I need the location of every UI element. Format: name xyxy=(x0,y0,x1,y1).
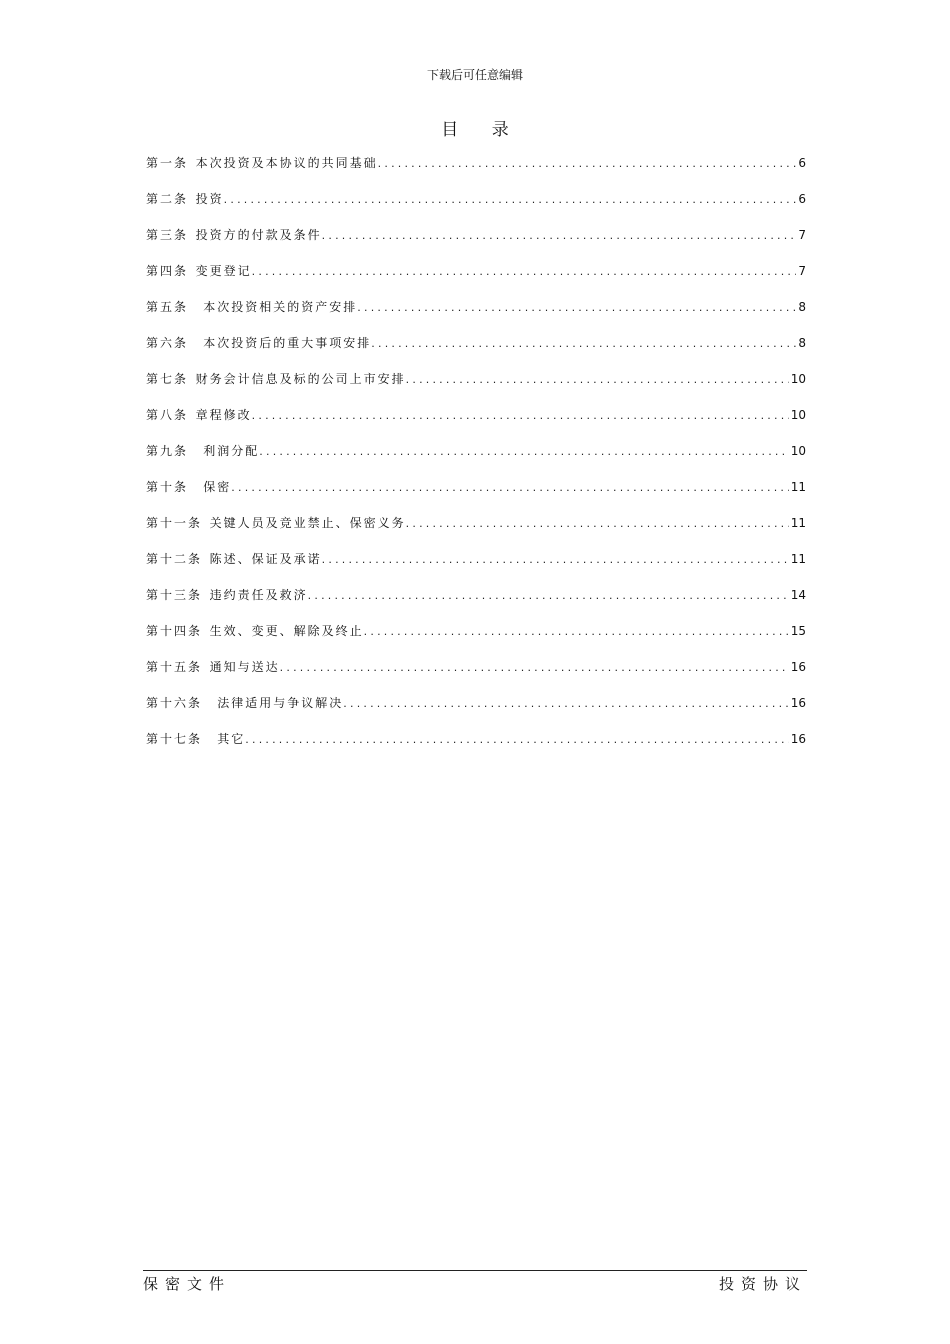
toc-page-number: 6 xyxy=(798,156,806,170)
toc-dot-leader xyxy=(259,440,788,464)
toc-entry[interactable] xyxy=(146,511,806,547)
toc-spacer xyxy=(202,619,210,643)
toc-page-number: 11 xyxy=(790,552,806,566)
header-note: 下载后可任意编辑 xyxy=(426,68,523,82)
toc-page-number: 8 xyxy=(798,336,806,350)
toc-spacer xyxy=(188,187,196,211)
toc-article-number: 第一条 xyxy=(146,156,189,170)
table-of-contents xyxy=(146,151,806,763)
toc-entry-title: 生效、变更、解除及终止 xyxy=(209,624,364,638)
toc-page-number: 11 xyxy=(790,480,806,494)
toc-article-number: 第三条 xyxy=(146,228,189,242)
toc-entry-title: 利润分配 xyxy=(203,444,260,458)
toc-entry[interactable] xyxy=(146,403,806,439)
toc-dot-leader xyxy=(378,152,797,176)
toc-spacer xyxy=(188,295,203,319)
toc-entry[interactable] xyxy=(146,475,806,511)
toc-spacer xyxy=(188,151,196,175)
toc-entry-title: 投资 xyxy=(195,192,224,206)
toc-entry-title: 违约责任及救济 xyxy=(209,588,308,602)
toc-entry[interactable] xyxy=(146,331,806,367)
toc-entry-title: 变更登记 xyxy=(195,264,252,278)
toc-article-number: 第十七条 xyxy=(146,732,203,746)
toc-page-number: 6 xyxy=(798,192,806,206)
toc-page-number: 8 xyxy=(798,300,806,314)
toc-entry[interactable] xyxy=(146,727,806,763)
toc-dot-leader xyxy=(252,260,797,284)
toc-dot-leader xyxy=(252,404,789,428)
toc-entry-title: 本次投资后的重大事项安排 xyxy=(203,336,372,350)
toc-spacer xyxy=(202,547,210,571)
toc-dot-leader xyxy=(231,476,788,500)
toc-entry-title: 本次投资相关的资产安排 xyxy=(203,300,358,314)
toc-spacer xyxy=(202,511,210,535)
toc-article-number: 第十条 xyxy=(146,480,189,494)
toc-entry[interactable] xyxy=(146,547,806,583)
toc-dot-leader xyxy=(280,656,789,680)
toc-spacer xyxy=(202,691,217,715)
footer-right-label: 投资协议 xyxy=(718,1275,807,1293)
toc-article-number: 第十四条 xyxy=(146,624,203,638)
toc-page-number: 16 xyxy=(790,696,806,710)
toc-entry[interactable] xyxy=(146,619,806,655)
toc-entry-title: 投资方的付款及条件 xyxy=(195,228,322,242)
toc-page-number: 16 xyxy=(790,732,806,746)
toc-entry[interactable] xyxy=(146,259,806,295)
toc-article-number: 第二条 xyxy=(146,192,189,206)
toc-article-number: 第十五条 xyxy=(146,660,203,674)
toc-dot-leader xyxy=(343,692,788,716)
toc-dot-leader xyxy=(371,332,796,356)
toc-page-number: 14 xyxy=(790,588,806,602)
toc-dot-leader xyxy=(224,188,797,212)
toc-article-number: 第五条 xyxy=(146,300,189,314)
toc-entry[interactable] xyxy=(146,583,806,619)
toc-spacer xyxy=(202,727,217,751)
toc-page-number: 10 xyxy=(790,372,806,386)
toc-entry-title: 通知与送达 xyxy=(209,660,280,674)
toc-page-number: 15 xyxy=(790,624,806,638)
toc-entry-title: 本次投资及本协议的共同基础 xyxy=(195,156,378,170)
toc-article-number: 第九条 xyxy=(146,444,189,458)
toc-article-number: 第十一条 xyxy=(146,516,203,530)
toc-page-number: 10 xyxy=(790,408,806,422)
footer-left-label: 保密文件 xyxy=(143,1275,232,1293)
toc-spacer xyxy=(188,367,196,391)
toc-article-number: 第四条 xyxy=(146,264,189,278)
toc-entry-title: 其它 xyxy=(217,732,246,746)
toc-article-number: 第十六条 xyxy=(146,696,203,710)
toc-entry[interactable] xyxy=(146,187,806,223)
toc-entry[interactable] xyxy=(146,655,806,691)
page-footer xyxy=(143,1270,807,1294)
toc-article-number: 第十二条 xyxy=(146,552,203,566)
toc-article-number: 第七条 xyxy=(146,372,189,386)
toc-entry-title: 财务会计信息及标的公司上市安排 xyxy=(195,372,406,386)
toc-dot-leader xyxy=(364,620,789,644)
toc-spacer xyxy=(188,403,196,427)
toc-entry-title: 陈述、保证及承诺 xyxy=(209,552,322,566)
toc-entry[interactable] xyxy=(146,223,806,259)
toc-entry[interactable] xyxy=(146,439,806,475)
toc-page-number: 7 xyxy=(798,228,806,242)
toc-spacer xyxy=(188,475,203,499)
toc-entry[interactable] xyxy=(146,367,806,403)
toc-entry[interactable] xyxy=(146,691,806,727)
toc-entry-title: 章程修改 xyxy=(195,408,252,422)
toc-article-number: 第八条 xyxy=(146,408,189,422)
toc-spacer xyxy=(188,439,203,463)
toc-title: 目 录 xyxy=(441,120,523,140)
toc-page-number: 7 xyxy=(798,264,806,278)
toc-dot-leader xyxy=(308,584,789,608)
toc-dot-leader xyxy=(322,548,789,572)
toc-dot-leader xyxy=(245,728,788,752)
toc-article-number: 第十三条 xyxy=(146,588,203,602)
toc-entry[interactable] xyxy=(146,151,806,187)
toc-spacer xyxy=(188,223,196,247)
toc-entry[interactable] xyxy=(146,295,806,331)
toc-entry-title: 保密 xyxy=(203,480,232,494)
toc-dot-leader xyxy=(322,224,797,248)
toc-page-number: 11 xyxy=(790,516,806,530)
toc-spacer xyxy=(188,331,203,355)
toc-dot-leader xyxy=(406,368,789,392)
toc-page-number: 10 xyxy=(790,444,806,458)
toc-spacer xyxy=(202,655,210,679)
toc-spacer xyxy=(188,259,196,283)
toc-article-number: 第六条 xyxy=(146,336,189,350)
toc-entry-title: 法律适用与争议解决 xyxy=(217,696,344,710)
toc-dot-leader xyxy=(406,512,789,536)
toc-spacer xyxy=(202,583,210,607)
toc-page-number: 16 xyxy=(790,660,806,674)
toc-dot-leader xyxy=(357,296,796,320)
toc-entry-title: 关键人员及竞业禁止、保密义务 xyxy=(209,516,406,530)
